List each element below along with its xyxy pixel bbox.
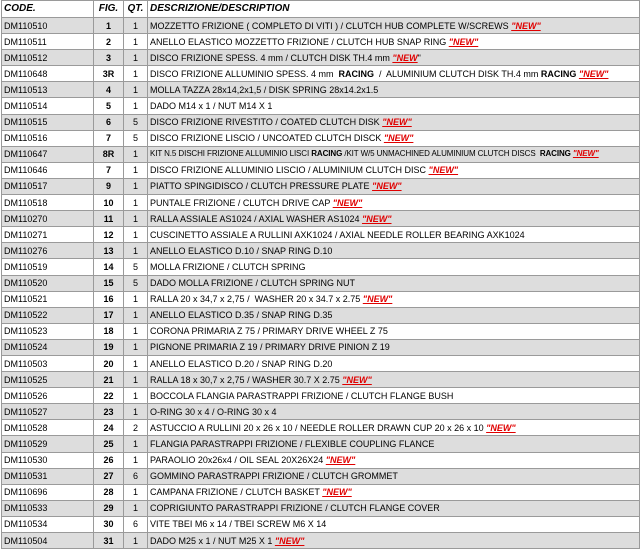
racing-label: RACING	[540, 68, 577, 79]
table-row	[2, 500, 640, 516]
cell-code: DM110518	[2, 195, 94, 211]
cell-code: DM110523	[2, 323, 94, 339]
table-row	[2, 372, 640, 388]
description-text: "	[417, 52, 421, 63]
table-row	[2, 259, 640, 275]
cell-qt: 2	[124, 420, 148, 436]
description-text: DISCO FRIZIONE LISCIO / UNCOATED CLUTCH DISCK	[150, 133, 384, 144]
description-text: ANELLO ELASTICO D.20 / SNAP RING D.20	[150, 358, 333, 369]
description-text: DISCO FRIZIONE RIVESTITO / COATED CLUTCH DISK	[150, 117, 383, 128]
cell-qt: 1	[124, 436, 148, 452]
cell-qt: 1	[124, 243, 148, 259]
cell-description	[148, 114, 640, 130]
description-text: BOCCOLA FLANGIA PARASTRAPPI FRIZIONE / CLUTCH FLANGE BUSH	[150, 390, 454, 401]
cell-fig: 2	[94, 34, 124, 50]
cell-fig: 29	[94, 500, 124, 516]
cell-description	[148, 195, 640, 211]
table-row	[2, 66, 640, 82]
cell-code: DM110270	[2, 211, 94, 227]
cell-fig: 15	[94, 275, 124, 291]
description-text: PIATTO SPINGIDISCO / CLUTCH PRESSURE PLATE	[150, 181, 373, 192]
cell-description	[148, 484, 640, 500]
new-badge: "NEW"	[383, 133, 414, 144]
description-text: VITE TBEI M6 x 14 / TBEI SCREW M6 X 14	[150, 519, 327, 530]
new-badge: "NEW"	[448, 36, 479, 47]
cell-qt: 1	[124, 146, 148, 162]
new-badge: "NEW"	[322, 487, 352, 498]
cell-fig: 12	[94, 227, 124, 243]
description-text: DADO M25 x 1 / NUT M25 X 1	[150, 535, 275, 546]
cell-code: DM110524	[2, 339, 94, 355]
description-text: ANELLO ELASTICO MOZZETTO FRIZIONE / CLUTCH HUB SNAP RING	[150, 36, 449, 47]
cell-code: DM110533	[2, 500, 94, 516]
cell-qt: 1	[124, 372, 148, 388]
cell-qt: 1	[124, 500, 148, 516]
table-row	[2, 243, 640, 259]
cell-description	[148, 211, 640, 227]
cell-description	[148, 18, 640, 34]
new-badge: "NEW"	[486, 422, 516, 433]
cell-qt: 1	[124, 98, 148, 114]
cell-fig: 7	[94, 162, 124, 178]
cell-code: DM110513	[2, 82, 94, 98]
cell-description	[148, 468, 640, 484]
description-text: CUSCINETTO ASSIALE A RULLINI AXK1024 / AXIAL NEEDLE ROLLER BEARING AXK1024	[150, 229, 525, 240]
racing-label: RACING	[338, 68, 375, 79]
cell-fig: 23	[94, 404, 124, 420]
cell-qt: 1	[124, 18, 148, 34]
cell-code: DM110271	[2, 227, 94, 243]
cell-fig: 16	[94, 291, 124, 307]
cell-description	[148, 339, 640, 355]
cell-description	[148, 146, 640, 162]
cell-code: DM110525	[2, 372, 94, 388]
cell-code: DM110534	[2, 516, 94, 532]
cell-qt: 5	[124, 275, 148, 291]
new-badge: "NEW"	[511, 20, 541, 31]
cell-fig: 10	[94, 195, 124, 211]
table-row	[2, 114, 640, 130]
new-badge: "NEW"	[578, 68, 609, 79]
racing-label: RACING	[311, 149, 343, 159]
cell-description	[148, 243, 640, 259]
cell-qt: 1	[124, 82, 148, 98]
cell-fig: 21	[94, 372, 124, 388]
cell-description	[148, 162, 640, 178]
table-row	[2, 388, 640, 404]
table-row	[2, 516, 640, 532]
cell-description	[148, 82, 640, 98]
cell-fig: 30	[94, 516, 124, 532]
description-text: DADO M14 x 1 / NUT M14 X 1	[150, 101, 273, 112]
header-code: CODE.	[2, 1, 94, 18]
cell-description	[148, 452, 640, 468]
table-row	[2, 355, 640, 371]
table-body	[2, 18, 640, 549]
description-text: CORONA PRIMARIA Z 75 / PRIMARY DRIVE WHEEL Z 75	[150, 326, 388, 337]
cell-code: DM110527	[2, 404, 94, 420]
cell-fig: 3R	[94, 66, 124, 82]
description-text: DISCO FRIZIONE ALLUMINIO LISCIO / ALUMINIUM CLUTCH DISC	[150, 165, 429, 176]
cell-code: DM110520	[2, 275, 94, 291]
description-text: PARAOLIO 20x26x4 / OIL SEAL 20X26X24	[150, 455, 326, 466]
table-row	[2, 404, 640, 420]
cell-qt: 5	[124, 259, 148, 275]
cell-fig: 9	[94, 178, 124, 194]
new-badge: "NEW"	[572, 149, 599, 159]
cell-qt: 1	[124, 291, 148, 307]
cell-code: DM110531	[2, 468, 94, 484]
table-row	[2, 484, 640, 500]
description-text: RALLA 18 x 30,7 x 2,75 / WASHER 30.7 X 2.75	[150, 374, 343, 385]
cell-fig: 7	[94, 130, 124, 146]
racing-label: RACING	[539, 149, 571, 159]
cell-description	[148, 98, 640, 114]
cell-code: DM110521	[2, 291, 94, 307]
description-text: DISCO FRIZIONE ALLUMINIO SPESS. 4 mm	[150, 68, 339, 79]
cell-fig: 17	[94, 307, 124, 323]
new-badge: "NEW"	[274, 535, 305, 546]
table-row	[2, 98, 640, 114]
description-text: MOLLA TAZZA 28x14,2x1,5 / DISK SPRING 28x14.2x1.5	[150, 84, 379, 95]
cell-fig: 25	[94, 436, 124, 452]
cell-code: DM110528	[2, 420, 94, 436]
description-text: CAMPANA FRIZIONE / CLUTCH BASKET	[150, 487, 323, 498]
cell-description	[148, 275, 640, 291]
cell-qt: 1	[124, 355, 148, 371]
cell-qt: 1	[124, 178, 148, 194]
cell-description	[148, 500, 640, 516]
table-row	[2, 82, 640, 98]
table-row	[2, 291, 640, 307]
cell-code: DM110276	[2, 243, 94, 259]
table-row	[2, 275, 640, 291]
table-row	[2, 533, 640, 549]
cell-qt: 1	[124, 50, 148, 66]
cell-code: DM110514	[2, 98, 94, 114]
cell-fig: 3	[94, 50, 124, 66]
cell-fig: 28	[94, 484, 124, 500]
table-row	[2, 146, 640, 162]
cell-description	[148, 516, 640, 532]
new-badge: "NEW"	[362, 294, 393, 305]
table-row	[2, 468, 640, 484]
table-row	[2, 339, 640, 355]
table-row	[2, 34, 640, 50]
description-text: PIGNONE PRIMARIA Z 19 / PRIMARY DRIVE PINION Z 19	[150, 342, 390, 353]
cell-qt: 1	[124, 307, 148, 323]
cell-code: DM110522	[2, 307, 94, 323]
cell-qt: 1	[124, 34, 148, 50]
cell-fig: 1	[94, 18, 124, 34]
cell-description	[148, 66, 640, 82]
cell-qt: 1	[124, 66, 148, 82]
description-text: MOZZETTO FRIZIONE ( COMPLETO DI VITI ) / CLUTCH HUB COMPLETE W/SCREWS	[150, 20, 512, 31]
header-description: DESCRIZIONE/DESCRIPTION	[148, 1, 640, 18]
cell-qt: 1	[124, 452, 148, 468]
cell-qt: 1	[124, 388, 148, 404]
new-badge: "NEW"	[332, 197, 363, 208]
description-text: ANELLO ELASTICO D.10 / SNAP RING D.10	[150, 245, 333, 256]
table-row	[2, 50, 640, 66]
cell-qt: 1	[124, 484, 148, 500]
cell-fig: 6	[94, 114, 124, 130]
cell-description	[148, 436, 640, 452]
cell-qt: 1	[124, 195, 148, 211]
cell-code: DM110512	[2, 50, 94, 66]
cell-code: DM110516	[2, 130, 94, 146]
cell-fig: 14	[94, 259, 124, 275]
cell-code: DM110517	[2, 178, 94, 194]
cell-description	[148, 372, 640, 388]
cell-fig: 4	[94, 82, 124, 98]
new-badge: "NEW"	[325, 455, 356, 466]
cell-qt: 5	[124, 114, 148, 130]
cell-description	[148, 178, 640, 194]
cell-fig: 13	[94, 243, 124, 259]
cell-qt: 5	[124, 130, 148, 146]
cell-code: DM110529	[2, 436, 94, 452]
cell-fig: 24	[94, 420, 124, 436]
cell-fig: 11	[94, 211, 124, 227]
description-text: RALLA 20 x 34,7 x 2,75 / WASHER 20 x 34.7 x 2.75	[150, 294, 363, 305]
new-badge: "NEW"	[361, 213, 392, 224]
header-row	[2, 1, 640, 18]
description-text: COPRIGIUNTO PARASTRAPPI FRIZIONE / CLUTCH FLANGE COVER	[150, 503, 440, 514]
cell-description	[148, 323, 640, 339]
cell-fig: 20	[94, 355, 124, 371]
cell-description	[148, 404, 640, 420]
cell-fig: 27	[94, 468, 124, 484]
cell-description	[148, 291, 640, 307]
cell-fig: 8R	[94, 146, 124, 162]
table-row	[2, 18, 640, 34]
new-badge: "NEW"	[342, 374, 372, 385]
cell-qt: 1	[124, 339, 148, 355]
description-text: FLANGIA PARASTRAPPI FRIZIONE / FLEXIBLE COUPLING FLANCE	[150, 438, 435, 449]
cell-description	[148, 355, 640, 371]
cell-code: DM110696	[2, 484, 94, 500]
cell-code: DM110511	[2, 34, 94, 50]
parts-table	[1, 0, 640, 549]
table-row	[2, 162, 640, 178]
table-row	[2, 178, 640, 194]
table-row	[2, 227, 640, 243]
new-badge: "NEW"	[382, 117, 412, 128]
cell-code: DM110648	[2, 66, 94, 82]
header-qt: QT.	[124, 1, 148, 18]
cell-description	[148, 533, 640, 549]
description-text: MOLLA FRIZIONE / CLUTCH SPRING	[150, 261, 306, 272]
cell-code: DM110503	[2, 355, 94, 371]
description-text: KIT N.5 DISCHI FRIZIONE ALLUMINIO LISCI	[150, 149, 312, 159]
cell-qt: 6	[124, 468, 148, 484]
description-text: GOMMINO PARASTRAPPI FRIZIONE / CLUTCH GROMMET	[150, 471, 398, 482]
cell-description	[148, 50, 640, 66]
table-row	[2, 195, 640, 211]
table-row	[2, 323, 640, 339]
cell-description	[148, 420, 640, 436]
new-badge: "NEW"	[372, 181, 402, 192]
description-text: RALLA ASSIALE AS1024 / AXIAL WASHER AS1024	[150, 213, 362, 224]
table-row	[2, 436, 640, 452]
cell-description	[148, 259, 640, 275]
table-row	[2, 130, 640, 146]
table-row	[2, 452, 640, 468]
cell-fig: 18	[94, 323, 124, 339]
description-text: / ALUMINIUM CLUTCH DISK TH.4 mm	[374, 68, 541, 79]
table-row	[2, 420, 640, 436]
cell-fig: 22	[94, 388, 124, 404]
description-text: DADO MOLLA FRIZIONE / CLUTCH SPRING NUT	[150, 278, 356, 289]
new-badge: "NEW	[392, 52, 418, 63]
table-row	[2, 211, 640, 227]
cell-qt: 1	[124, 323, 148, 339]
cell-qt: 1	[124, 162, 148, 178]
cell-qt: 6	[124, 516, 148, 532]
cell-qt: 1	[124, 404, 148, 420]
cell-code: DM110519	[2, 259, 94, 275]
description-text: ANELLO ELASTICO D.35 / SNAP RING D.35	[150, 310, 333, 321]
cell-description	[148, 130, 640, 146]
cell-fig: 31	[94, 533, 124, 549]
cell-qt: 1	[124, 227, 148, 243]
cell-code: DM110530	[2, 452, 94, 468]
cell-code: DM110504	[2, 533, 94, 549]
cell-fig: 26	[94, 452, 124, 468]
header-fig: FIG.	[94, 1, 124, 18]
description-text: O-RING 30 x 4 / O-RING 30 x 4	[150, 406, 277, 417]
new-badge: "NEW"	[428, 165, 459, 176]
cell-description	[148, 307, 640, 323]
description-text: ASTUCCIO A RULLINI 20 x 26 x 10 / NEEDLE ROLLER DRAWN CUP 20 x 26 x 10	[150, 422, 487, 433]
cell-qt: 1	[124, 533, 148, 549]
description-text: PUNTALE FRIZIONE / CLUTCH DRIVE CAP	[150, 197, 333, 208]
cell-description	[148, 34, 640, 50]
cell-qt: 1	[124, 211, 148, 227]
cell-code: DM110515	[2, 114, 94, 130]
cell-code: DM110526	[2, 388, 94, 404]
table-row	[2, 307, 640, 323]
cell-code: DM110510	[2, 18, 94, 34]
cell-description	[148, 227, 640, 243]
cell-code: DM110647	[2, 146, 94, 162]
cell-fig: 5	[94, 98, 124, 114]
description-text: /KIT W/5 UNMACHINED ALUMINIUM CLUTCH DISCS	[342, 149, 540, 159]
cell-fig: 19	[94, 339, 124, 355]
cell-code: DM110646	[2, 162, 94, 178]
cell-description	[148, 388, 640, 404]
description-text: DISCO FRIZIONE SPESS. 4 mm / CLUTCH DISK TH.4 mm	[150, 52, 393, 63]
